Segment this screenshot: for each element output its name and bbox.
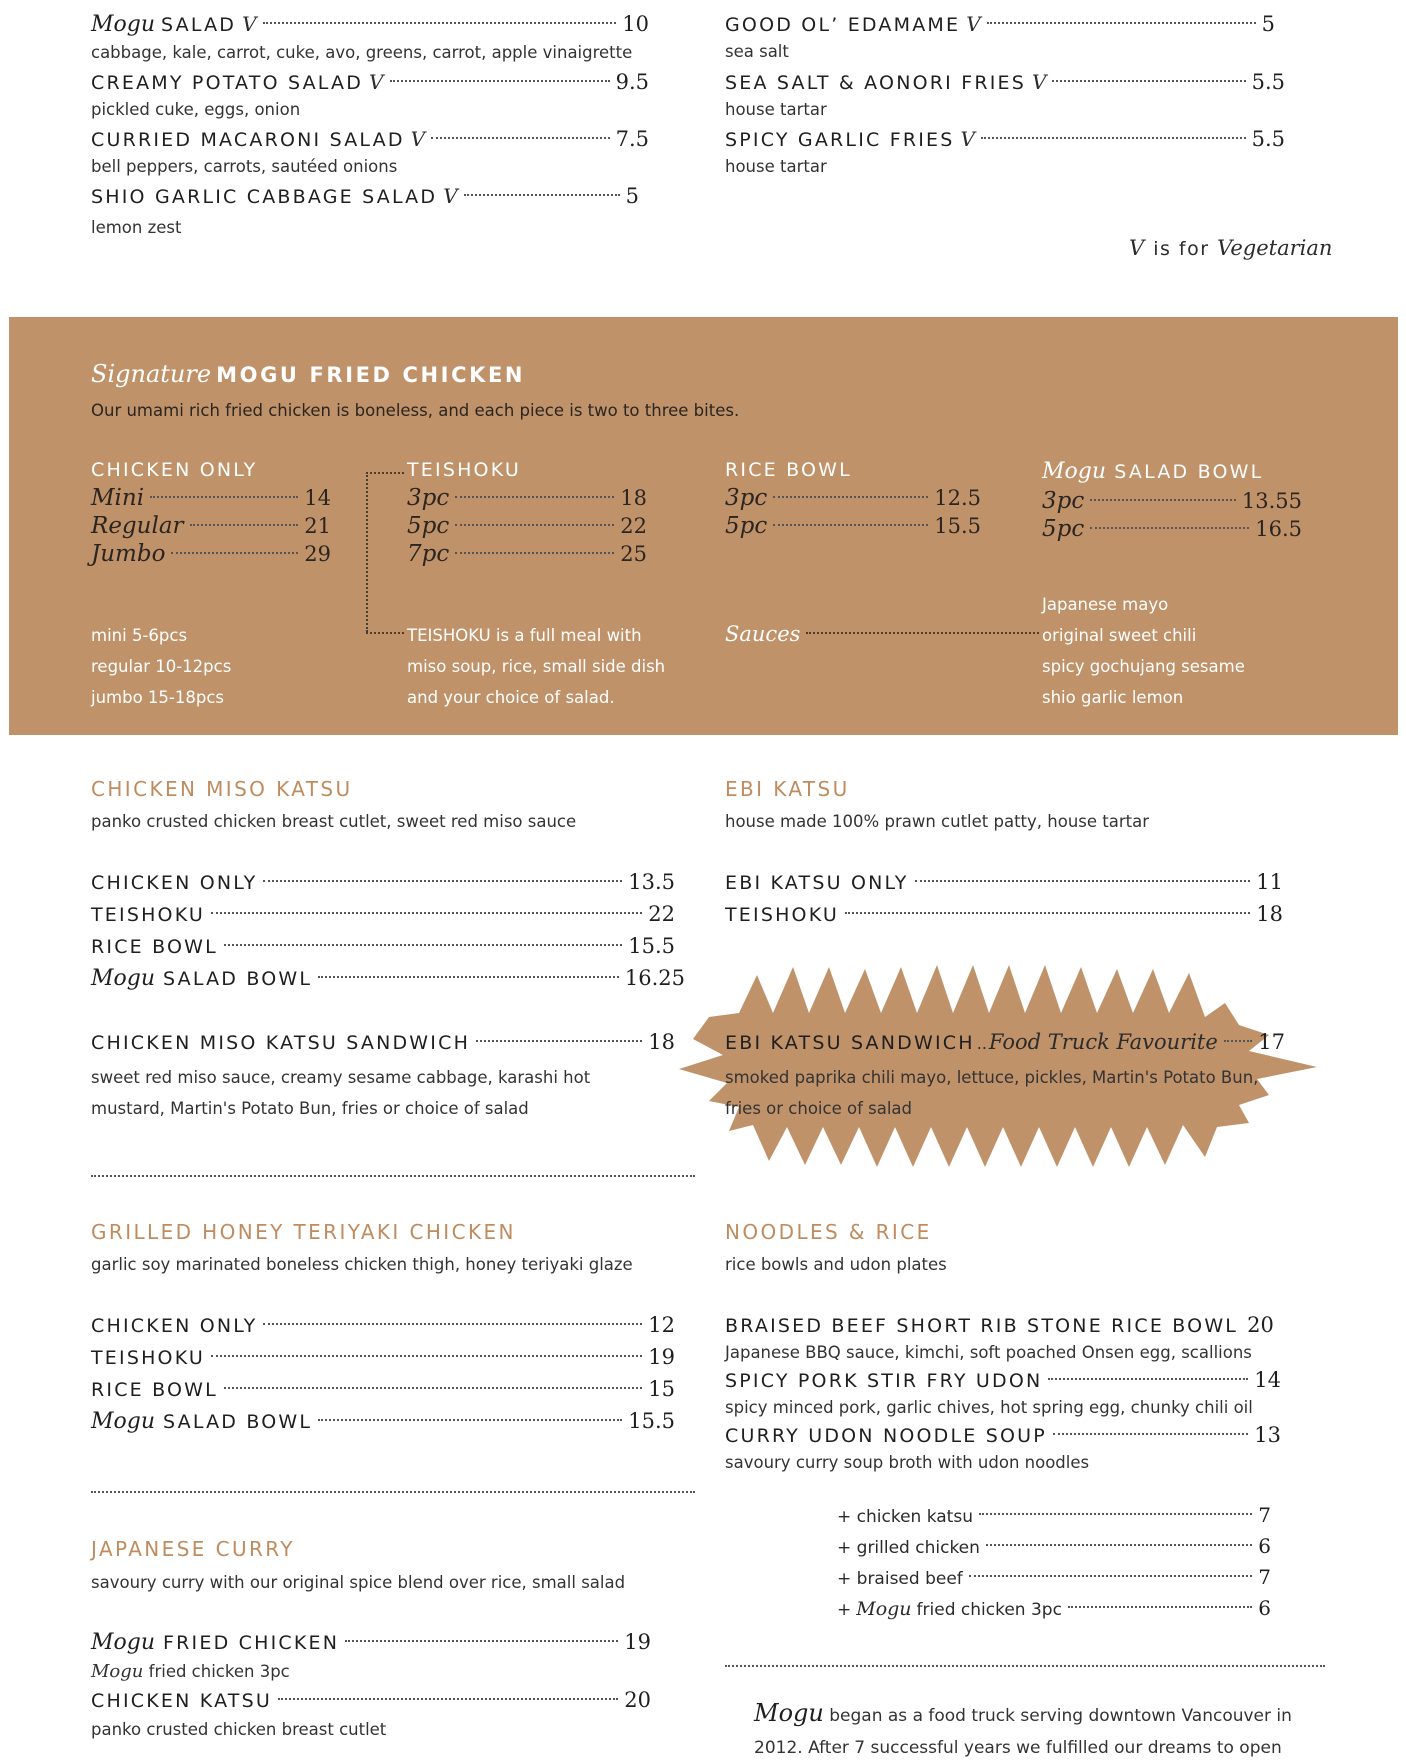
salad-item-potato bbox=[91, 70, 649, 119]
addon-name: fried chicken 3pc bbox=[916, 1600, 1062, 1620]
item-price: 7.5 bbox=[615, 127, 649, 151]
addon-price: 7 bbox=[1258, 1565, 1271, 1589]
miso-katsu-rows bbox=[91, 870, 685, 998]
veg-legend-text: is for bbox=[1153, 238, 1210, 260]
row-price: 15.5 bbox=[628, 934, 675, 958]
desc-line: smoked paprika chili mayo, lettuce, pickles, Martin's Potato Bun, bbox=[725, 1068, 1259, 1087]
row-name: SALAD BOWL bbox=[163, 968, 313, 990]
item-desc: lemon zest bbox=[91, 218, 182, 237]
item-name: CREAMY POTATO SALAD bbox=[91, 72, 364, 94]
row-price: 15.5 bbox=[628, 1409, 675, 1433]
item-name: SHIO GARLIC CABBAGE SALAD bbox=[91, 186, 438, 208]
story-line: 2012. After 7 successful years we fulfilled our dreams to open bbox=[754, 1738, 1282, 1758]
row-name: CHICKEN KATSU bbox=[91, 1690, 272, 1712]
addon-name: + braised beef bbox=[837, 1569, 963, 1589]
salad-item-cabbage bbox=[91, 184, 639, 237]
count-mini: mini 5-6pcs bbox=[91, 626, 188, 645]
row-price: 18 bbox=[1256, 902, 1283, 926]
size-label: Regular bbox=[91, 513, 184, 539]
veg-mark: V bbox=[960, 127, 975, 151]
row-price: 19 bbox=[624, 1630, 651, 1654]
side-item-edamame bbox=[725, 12, 1275, 61]
item-price: 5.5 bbox=[1251, 70, 1285, 94]
row-name: TEISHOKU bbox=[91, 1347, 205, 1369]
size-price: 13.55 bbox=[1241, 489, 1302, 513]
row-name: TEISHOKU bbox=[91, 904, 205, 926]
brand-script: Mogu bbox=[754, 1699, 824, 1727]
story-text bbox=[754, 1697, 1292, 1764]
salad-item-macaroni bbox=[91, 127, 649, 176]
veg-mark: V bbox=[1032, 70, 1047, 94]
item-desc: cabbage, kale, carrot, cuke, avo, greens, carrot, apple vinaigrette bbox=[91, 43, 633, 62]
sauce-item: spicy gochujang sesame bbox=[1042, 657, 1245, 676]
section-heading: GRILLED HONEY TERIYAKI CHICKEN bbox=[91, 1220, 516, 1244]
note-line: miso soup, rice, small side dish bbox=[407, 657, 666, 676]
count-jumbo: jumbo 15-18pcs bbox=[91, 688, 225, 707]
row-name: FRIED CHICKEN bbox=[163, 1632, 340, 1654]
side-item-garlic-fries bbox=[725, 127, 1285, 176]
col-heading: RICE BOWL bbox=[725, 459, 852, 481]
note-line: TEISHOKU is a full meal with bbox=[407, 626, 642, 645]
size-label: 7pc bbox=[407, 541, 450, 567]
row-price: 13 bbox=[1254, 1423, 1281, 1447]
sauces-label-row bbox=[725, 622, 1045, 646]
size-label: Jumbo bbox=[91, 541, 166, 567]
row-name: CHICKEN ONLY bbox=[91, 872, 258, 894]
section-desc: panko crusted chicken breast cutlet, sweet red miso sauce bbox=[91, 812, 577, 831]
veg-legend-word: Vegetarian bbox=[1217, 236, 1333, 260]
brand-script: Mogu bbox=[91, 966, 156, 991]
size-price: 29 bbox=[304, 542, 331, 566]
addon-name: + grilled chicken bbox=[837, 1538, 980, 1558]
row-name: EBI KATSU SANDWICH bbox=[725, 1032, 975, 1054]
curry-items bbox=[91, 1630, 651, 1739]
teishoku-note bbox=[407, 620, 665, 713]
row-name: EBI KATSU ONLY bbox=[725, 872, 909, 894]
item-desc: house tartar bbox=[725, 100, 827, 119]
salad-item-mogu bbox=[91, 12, 649, 62]
section-desc: savoury curry with our original spice blend over rice, small salad bbox=[91, 1573, 626, 1592]
row-price: 20 bbox=[1247, 1313, 1274, 1337]
section-divider bbox=[91, 1491, 695, 1493]
item-desc: sea salt bbox=[725, 42, 789, 61]
veg-mark: V bbox=[369, 70, 384, 94]
row-name: SALAD BOWL bbox=[163, 1411, 313, 1433]
noodle-items bbox=[725, 1313, 1301, 1472]
story-line: began as a food truck serving downtown Vancouver in bbox=[829, 1706, 1292, 1726]
row-desc: panko crusted chicken breast cutlet bbox=[91, 1720, 387, 1739]
row-name: SPICY PORK STIR FRY UDON bbox=[725, 1370, 1043, 1392]
bracket-top bbox=[366, 472, 404, 474]
row-desc: fried chicken 3pc bbox=[148, 1662, 290, 1681]
signature-band bbox=[9, 317, 1398, 735]
row-name: TEISHOKU bbox=[725, 904, 839, 926]
row-name: CHICKEN ONLY bbox=[91, 1315, 258, 1337]
item-name: GOOD OL’ EDAMAME bbox=[725, 14, 961, 36]
size-price: 12.5 bbox=[934, 486, 981, 510]
brand-script: Mogu bbox=[91, 1630, 156, 1655]
ebi-katsu-sandwich: EBI KATSU SANDWICH .. Food Truck Favourite 17 smoked paprika chili mayo, lettuce, pickles, Martin's Potato Bun, fries or choice of salad bbox=[725, 1030, 1285, 1124]
sauce-item: Japanese mayo bbox=[1042, 595, 1169, 614]
row-price: 20 bbox=[624, 1688, 651, 1712]
section-heading: EBI KATSU bbox=[725, 777, 850, 801]
row-name: RICE BOWL bbox=[91, 1379, 218, 1401]
row-price: 12 bbox=[648, 1313, 675, 1337]
addon-price: 6 bbox=[1258, 1534, 1271, 1558]
row-desc: savoury curry soup broth with udon noodles bbox=[725, 1453, 1090, 1472]
script-word: Signature bbox=[91, 360, 212, 388]
row-name: BRAISED BEEF SHORT RIB STONE RICE BOWL bbox=[725, 1315, 1239, 1337]
row-name: CHICKEN MISO KATSU SANDWICH bbox=[91, 1032, 471, 1054]
signature-subtitle: Our umami rich fried chicken is boneless, and each piece is two to three bites. bbox=[91, 401, 740, 420]
size-label: Mini bbox=[91, 485, 145, 511]
desc-line: mustard, Martin's Potato Bun, fries or choice of salad bbox=[91, 1099, 529, 1118]
addon-price: 6 bbox=[1258, 1596, 1271, 1620]
size-price: 15.5 bbox=[934, 514, 981, 538]
brand-script: Mogu bbox=[91, 1661, 144, 1682]
row-price: 16.25 bbox=[624, 966, 685, 990]
size-price: 25 bbox=[620, 542, 647, 566]
size-price: 21 bbox=[304, 514, 331, 538]
veg-legend bbox=[1129, 236, 1332, 260]
size-label: 3pc bbox=[725, 485, 768, 511]
bracket-line bbox=[366, 472, 368, 632]
veg-mark: V bbox=[443, 184, 458, 208]
item-price: 5.5 bbox=[1251, 127, 1285, 151]
veg-mark: V bbox=[1129, 236, 1146, 260]
col-rice-bowl bbox=[725, 459, 981, 539]
row-price: 15 bbox=[648, 1377, 675, 1401]
veg-mark: V bbox=[242, 12, 257, 36]
size-price: 18 bbox=[620, 486, 647, 510]
item-name: SALAD bbox=[161, 14, 237, 36]
row-name: CURRY UDON NOODLE SOUP bbox=[725, 1425, 1047, 1447]
bracket-bottom bbox=[366, 632, 404, 634]
section-desc: garlic soy marinated boneless chicken thigh, honey teriyaki glaze bbox=[91, 1255, 633, 1274]
sauce-item: original sweet chili bbox=[1042, 626, 1197, 645]
row-price: 19 bbox=[648, 1345, 675, 1369]
row-price: 22 bbox=[648, 902, 675, 926]
item-desc: pickled cuke, eggs, onion bbox=[91, 100, 301, 119]
size-label: 5pc bbox=[725, 513, 768, 539]
size-label: 5pc bbox=[1042, 516, 1085, 542]
brand-script: Mogu bbox=[856, 1598, 912, 1620]
favourite-tag: Food Truck Favourite bbox=[988, 1030, 1218, 1054]
miso-katsu-sandwich bbox=[91, 1030, 675, 1124]
item-price: 10 bbox=[622, 12, 649, 36]
size-label: 3pc bbox=[1042, 488, 1085, 514]
col-teishoku bbox=[407, 459, 647, 567]
size-price: 14 bbox=[304, 486, 331, 510]
item-name: CURRIED MACARONI SALAD bbox=[91, 129, 405, 151]
section-desc: house made 100% prawn cutlet patty, house tartar bbox=[725, 812, 1149, 831]
brand-script: Mogu bbox=[1042, 459, 1107, 484]
note-line: and your choice of salad. bbox=[407, 688, 615, 707]
col-chicken-only bbox=[91, 459, 331, 567]
sauce-list bbox=[1042, 589, 1245, 713]
item-price: 5 bbox=[1261, 12, 1275, 36]
col-heading: CHICKEN ONLY bbox=[91, 459, 258, 481]
row-price: 14 bbox=[1254, 1368, 1281, 1392]
section-divider bbox=[725, 1665, 1325, 1667]
desc-line: sweet red miso sauce, creamy sesame cabbage, karashi hot bbox=[91, 1068, 591, 1087]
row-price: 17 bbox=[1258, 1030, 1285, 1054]
ebi-katsu-rows bbox=[725, 870, 1283, 934]
section-heading: NOODLES & RICE bbox=[725, 1220, 932, 1244]
row-price: 18 bbox=[648, 1030, 675, 1054]
item-price: 9.5 bbox=[615, 70, 649, 94]
size-price: 22 bbox=[620, 514, 647, 538]
section-heading: CHICKEN MISO KATSU bbox=[91, 777, 353, 801]
count-regular: regular 10-12pcs bbox=[91, 657, 232, 676]
size-label: 5pc bbox=[407, 513, 450, 539]
row-name: RICE BOWL bbox=[91, 936, 218, 958]
brand-script: Mogu bbox=[91, 12, 156, 37]
row-desc: spicy minced pork, garlic chives, hot spring egg, chunky chili oil bbox=[725, 1398, 1253, 1417]
desc-line: fries or choice of salad bbox=[725, 1099, 912, 1118]
row-price: 11 bbox=[1256, 870, 1283, 894]
sauce-item: shio garlic lemon bbox=[1042, 688, 1184, 707]
addon-name: + chicken katsu bbox=[837, 1507, 973, 1527]
section-title: MOGU FRIED CHICKEN bbox=[216, 363, 526, 387]
col-heading: SALAD BOWL bbox=[1114, 461, 1264, 483]
item-desc: bell peppers, carrots, sautéed onions bbox=[91, 157, 398, 176]
sauces-label: Sauces bbox=[725, 622, 801, 646]
teriyaki-rows bbox=[91, 1313, 675, 1441]
veg-mark: V bbox=[410, 127, 426, 151]
size-price: 16.5 bbox=[1255, 517, 1302, 541]
section-heading: JAPANESE CURRY bbox=[91, 1537, 295, 1561]
brand-script: Mogu bbox=[91, 1409, 156, 1434]
item-desc: house tartar bbox=[725, 157, 827, 176]
item-price: 5 bbox=[625, 184, 639, 208]
noodle-addons bbox=[837, 1503, 1271, 1627]
piece-counts bbox=[91, 620, 231, 713]
veg-mark: V bbox=[966, 12, 981, 36]
menu-page bbox=[9, 0, 1398, 1757]
side-item-aonori-fries bbox=[725, 70, 1285, 119]
signature-title bbox=[91, 360, 525, 388]
col-heading: TEISHOKU bbox=[407, 459, 521, 481]
section-divider bbox=[91, 1175, 695, 1177]
row-price: 13.5 bbox=[628, 870, 675, 894]
addon-price: 7 bbox=[1258, 1503, 1271, 1527]
col-salad-bowl bbox=[1042, 459, 1302, 542]
item-name: SPICY GARLIC FRIES bbox=[725, 129, 955, 151]
size-label: 3pc bbox=[407, 485, 450, 511]
row-desc: Japanese BBQ sauce, kimchi, soft poached Onsen egg, scallions bbox=[725, 1343, 1252, 1362]
item-name: SEA SALT & AONORI FRIES bbox=[725, 72, 1027, 94]
addon-prefix: + bbox=[837, 1600, 852, 1620]
section-desc: rice bowls and udon plates bbox=[725, 1255, 947, 1274]
